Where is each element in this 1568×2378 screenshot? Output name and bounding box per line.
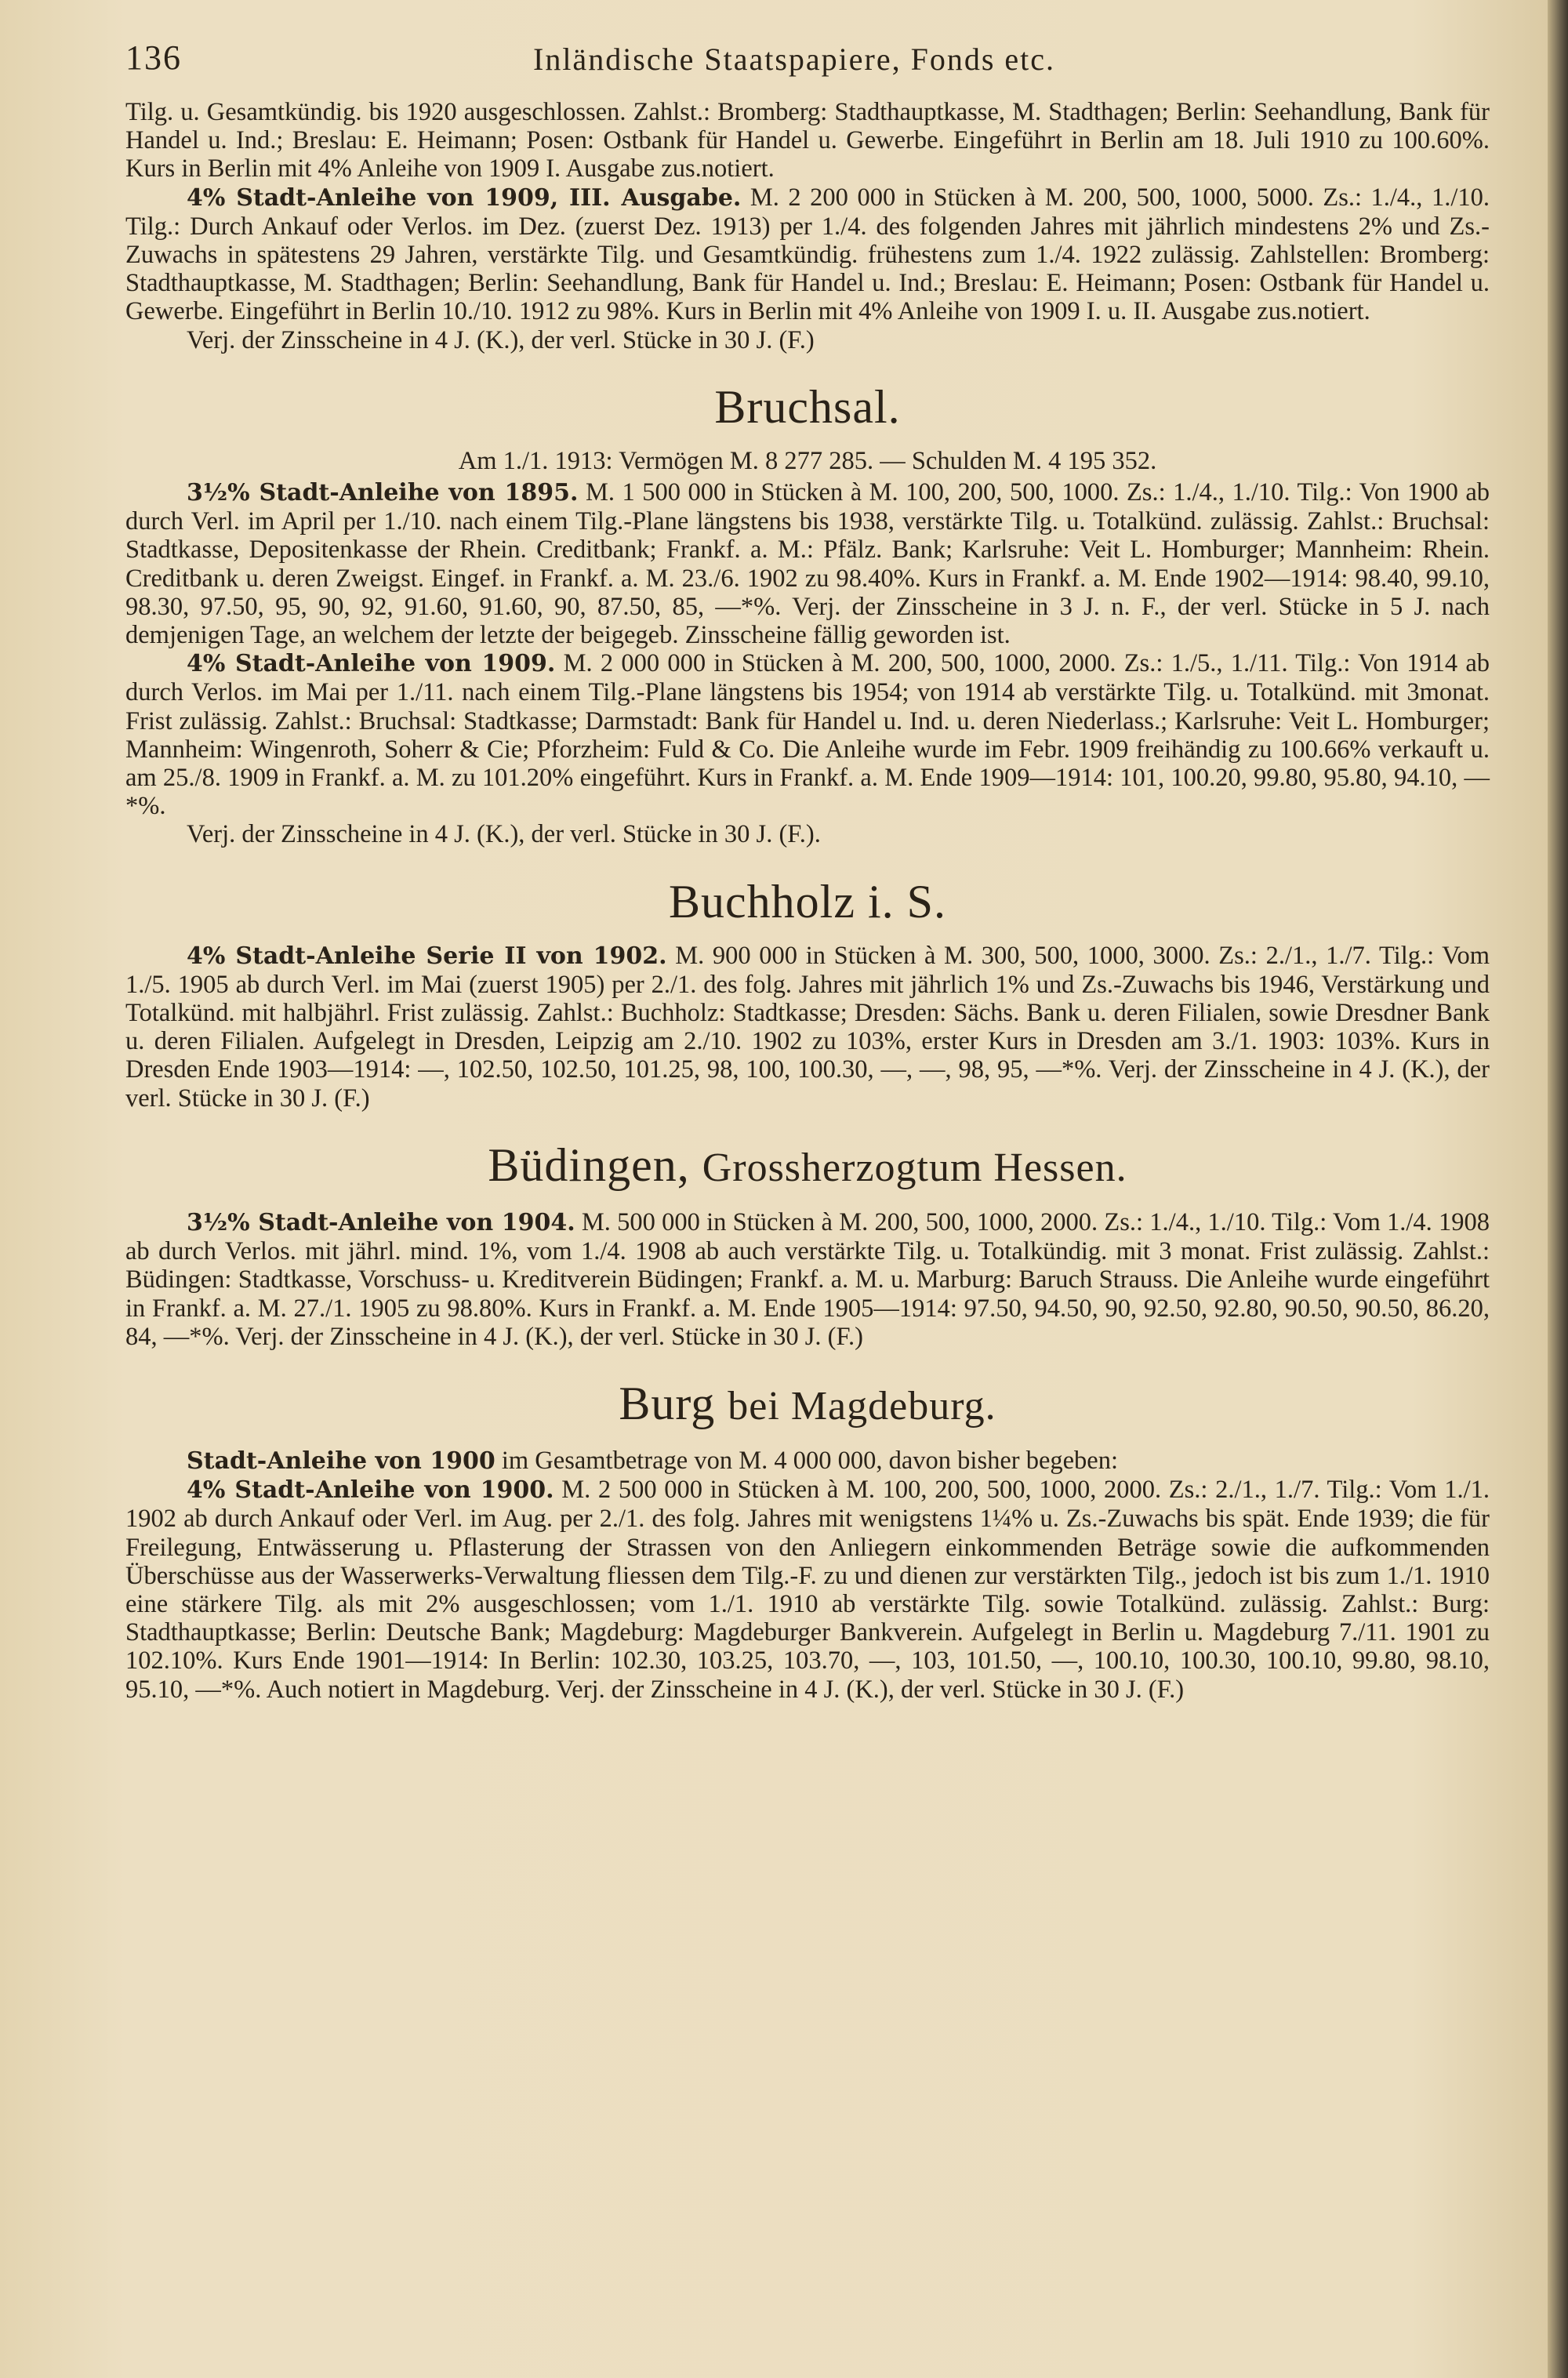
city-title-buchholz: Buchholz i. S.	[669, 875, 946, 928]
city-subtitle: Grossherzogtum Hessen.	[702, 1145, 1127, 1190]
loan-text: M. 500 000 in Stücken à M. 200, 500, 1000, 2000. Zs.: 1./4., 1./10. Tilg.: Vom 1./4. 1908 ab durch Verlos. mit jährl. mind. 1%, vom 1./4. 1908 ab auch verstärkte Tilg. u. Totalkündig. mit 3 monat. Frist zulässig. Zahlst.: Büdingen: Stadtkasse, Vorschuss- u. Kreditverein Büdingen; Frankf. a. M. u. Marburg: Baruch Strauss. Die Anleihe wurde eingeführt in Frankf. a. M. 27./1. 1905 zu 98.80%. Kurs in Frankf. a. M. Ende 1905—1914: 97.50, 94.50, 90, 92.50, 92.80, 90.50, 90.50, 86.20, 84, —*%. Verj. der Zinsscheine in 4 J. (K.), der verl. Stücke in 30 J. (F.)	[125, 1207, 1490, 1351]
loan-text: M. 2 200 000 in Stücken à M. 200, 500, 1000, 5000. Zs.: 1./4., 1./10. Tilg.: Durch Ankauf oder Verlos. im Dez. (zuerst Dez. 1913) per 1./4. des folgenden Jahres mit jährlich mindestens 2% und Zs.-Zuwachs in spätestens 29 Jahren, verstärkte Tilg. und Gesamtkündig. frühestens zum 1./4. 1922 zulässig. Zahlstellen: Bromberg: Stadthauptkasse, M. Stadthagen; Berlin: Seehandlung, Bank für Handel u. Ind.; Breslau: E. Heimann; Posen: Ostbank für Handel u. Gewerbe. Eingeführt in Berlin 10./10. 1912 zu 98%. Kurs in Berlin mit 4% Anleihe von 1909 I. u. II. Ausgabe zus.notiert.	[125, 183, 1490, 326]
running-header	[125, 38, 1505, 85]
city-name: Burg	[619, 1377, 716, 1429]
loan-intro	[125, 1447, 1490, 1476]
loan-text: M. 2 000 000 in Stücken à M. 200, 500, 1000, 2000. Zs.: 1./5., 1./11. Tilg.: Von 1914 ab durch Verlos. im Mai per 1./11. nach einem Tilg.-Plane längstens bis 1954; von 1914 ab verstärkte Tilg. u. Totalkünd. mit 3monat. Frist zulässig. Zahlst.: Bruchsal: Stadtkasse; Darmstadt: Bank für Handel u. Ind. u. deren Niederlass.; Karlsruhe: Veit L. Homburger; Mannheim: Wingenroth, Soherr & Cie; Pforzheim: Fuld & Co. Die Anleihe wurde im Febr. 1909 freihändig zu 100.66% verkauft u. am 25./8. 1909 in Frankf. a. M. zu 101.20% eingeführt. Kurs in Frankf. a. M. Ende 1909—1914: 101, 100.20, 99.80, 95.80, 94.10, —*%.	[125, 649, 1490, 821]
city-title-buedingen	[125, 1139, 1490, 1194]
city-name: Büdingen,	[488, 1138, 690, 1191]
limitation-note: Verj. der Zinsscheine in 4 J. (K.), der verl. Stücke in 30 J. (F.)	[187, 325, 815, 354]
page-body	[125, 98, 1490, 1704]
loan-heading: 3½% Stadt-Anleihe von 1895.	[187, 479, 579, 507]
city-title-burg	[125, 1378, 1490, 1432]
loan-entry	[125, 183, 1490, 326]
loan-entry	[125, 478, 1490, 649]
city-title-bruchsal: Bruchsal.	[714, 380, 901, 433]
loan-text: M. 900 000 in Stücken à M. 300, 500, 1000, 3000. Zs.: 2./1., 1./7. Tilg.: Vom 1./5. 1905 ab durch Verl. im Mai (zuerst 1905) per 2./1. des folg. Jahres mit jährlich 1% und Zs.-Zuwachs bis 1946, Verstärkung und Totalkünd. mit halbjährl. Frist zulässig. Zahlst.: Buchholz: Stadtkasse; Dresden: Sächs. Bank u. deren Filialen, sowie Dresdner Bank u. deren Filialen. Aufgelegt in Dresden, Leipzig am 2./10. 1902 zu 103%, erster Kurs in Dresden am 3./1. 1903: 103%. Kurs in Dresden Ende 1903—1914: —, 102.50, 102.50, 101.25, 98, 100, 100.30, —, —, 98, 95, —*%. Verj. der Zinsscheine in 4 J. (K.), der verl. Stücke in 30 J. (F.)	[125, 941, 1490, 1113]
loan-entry	[125, 942, 1490, 1113]
loan-text: im Gesamtbetrage von M. 4 000 000, davon bisher begeben:	[495, 1446, 1119, 1475]
loan-heading: 4% Stadt-Anleihe von 1900.	[187, 1476, 554, 1505]
continuation-paragraph: Tilg. u. Gesamtkündig. bis 1920 ausgeschlossen. Zahlst.: Bromberg: Stadthauptkasse, M. Stadthagen; Berlin: Seehandlung, Bank für Handel u. Ind.; Breslau: E. Heimann; Posen: Ostbank für Handel u. Gewerbe. Eingeführt in Berlin am 18. Juli 1910 zu 100.60%. Kurs in Berlin mit 4% Anleihe von 1909 I. Ausgabe zus.notiert.	[125, 98, 1490, 183]
loan-text: M. 1 500 000 in Stücken à M. 100, 200, 500, 1000. Zs.: 1./4., 1./10. Tilg.: Von 1900 ab durch Verl. im April per 1./10. nach einem Tilg.-Plane längstens bis 1938, verstärkte Tilg. u. Totalkünd. zulässig. Zahlst.: Bruchsal: Stadtkasse, Depositenkasse der Rhein. Creditbank; Frankf. a. M.: Pfälz. Bank; Karlsruhe: Veit L. Homburger; Mannheim: Rhein. Creditbank u. deren Zweigst. Eingef. in Frankf. a. M. 23./6. 1902 zu 98.40%. Kurs in Frankf. a. M. Ende 1902—1914: 98.40, 99.10, 98.30, 97.50, 95, 90, 92, 91.60, 91.60, 90, 87.50, 85, —*%. Verj. der Zinsscheine in 3 J. n. F., der verl. Stücke in 5 J. nach demjenigen Tage, an welchem der letzte der beigegeb. Zinsscheine fällig geworden ist.	[125, 478, 1490, 650]
loan-entry	[125, 649, 1490, 820]
loan-heading: 4% Stadt-Anleihe von 1909, III. Ausgabe.	[187, 183, 742, 212]
limitation-note: Verj. der Zinsscheine in 4 J. (K.), der verl. Stücke in 30 J. (F.).	[187, 820, 821, 849]
assets-summary: Am 1./1. 1913: Vermögen M. 8 277 285. — Schulden M. 4 195 352.	[458, 446, 1157, 475]
page-edge-shadow	[1548, 0, 1568, 2378]
loan-heading: 4% Stadt-Anleihe Serie II von 1902.	[187, 942, 667, 970]
page-number: 136	[125, 38, 182, 77]
city-subtitle: bei Magdeburg.	[728, 1383, 996, 1429]
loan-heading: 3½% Stadt-Anleihe von 1904.	[187, 1208, 575, 1236]
loan-text: M. 2 500 000 in Stücken à M. 100, 200, 500, 1000, 2000. Zs.: 2./1., 1./7. Tilg.: Vom 1./1. 1902 ab durch Ankauf oder Verl. im Aug. per 2./1. des folg. Jahres mit wenigstens 1¼% u. Zs.-Zuwachs bis spät. Ende 1939; die für Freilegung, Entwässerung u. Pflasterung der Strassen von den Anliegern einkommenden Beträge sowie die aufkommenden Überschüsse aus der Wasserwerks-Verwaltung fliessen dem Tilg.-F. zu und dienen zur verstärkten Tilg., jedoch ist bis zum 1./1. 1910 eine stärkere Tilg. als mit 2% ausgeschlossen; vom 1./1. 1910 ab verstärkte Tilg. sowie Totalkünd. zulässig. Zahlst.: Burg: Stadthauptkasse; Berlin: Deutsche Bank; Magdeburg: Magdeburger Bankverein. Aufgelegt in Berlin u. Magdeburg 7./11. 1901 zu 102.10%. Kurs Ende 1901—1914: In Berlin: 102.30, 103.25, 103.70, —, 103, 101.50, —, 100.10, 100.30, 100.10, 99.80, 98.10, 95.10, —*%. Auch notiert in Magdeburg. Verj. der Zinsscheine in 4 J. (K.), der verl. Stücke in 30 J. (F.)	[125, 1476, 1490, 1704]
loan-entry	[125, 1476, 1490, 1704]
loan-heading: 4% Stadt-Anleihe von 1909.	[187, 650, 556, 678]
loan-heading: Stadt-Anleihe von 1900	[187, 1447, 495, 1475]
loan-entry	[125, 1208, 1490, 1351]
running-title: Inländische Staatspapiere, Fonds etc.	[533, 42, 1056, 77]
